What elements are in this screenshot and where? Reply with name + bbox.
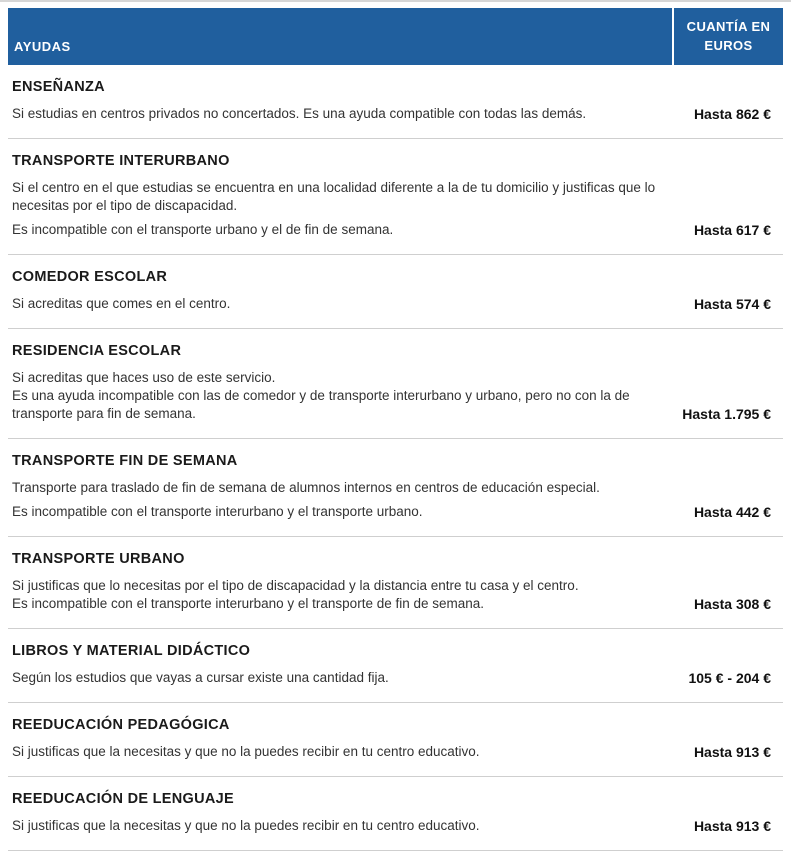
row-amount: Hasta 442 € [693, 504, 771, 520]
row-description [12, 817, 680, 835]
row-title: TRANSPORTE FIN DE SEMANA [12, 453, 238, 469]
table-body [8, 65, 783, 851]
row-amount: Hasta 1.795 € [682, 406, 771, 422]
row-paragraph: Si justificas que lo necesitas por el tipo de discapacidad y la distancia entre tu casa y el centro. [12, 578, 579, 593]
row-title: COMEDOR ESCOLAR [12, 269, 168, 285]
row-paragraph: Es incompatible con el transporte interurbano y el transporte urbano. [12, 504, 423, 519]
row-paragraph: Es una ayuda incompatible con las de comedor y de transporte interurbano y urbano, pero no con la de transporte para fin de semana. [12, 388, 630, 421]
row-paragraph: Si justificas que la necesitas y que no la puedes recibir en tu centro educativo. [12, 744, 480, 759]
row-description [12, 479, 680, 521]
row-title: TRANSPORTE INTERURBANO [12, 153, 230, 169]
row-paragraph: Si el centro en el que estudias se encuentra en una localidad diferente a la de tu domicilio y justificas que lo necesitas por el tipo de discapacidad. [12, 180, 656, 213]
table-row [8, 65, 783, 139]
column-header-ayudas: AYUDAS [14, 39, 71, 54]
row-description [12, 669, 674, 687]
row-paragraph: Transporte para traslado de fin de semana de alumnos internos en centros de educación especial. [12, 480, 600, 495]
row-paragraph: Si acreditas que haces uso de este servicio. [12, 370, 276, 385]
row-description [12, 179, 680, 239]
row-paragraph: Si estudias en centros privados no concertados. Es una ayuda compatible con todas las demás. [12, 106, 587, 121]
row-paragraph: Es incompatible con el transporte interurbano y el transporte de fin de semana. [12, 596, 485, 611]
row-amount: 105 € - 204 € [688, 670, 771, 686]
table-row [8, 329, 783, 439]
row-title: LIBROS Y MATERIAL DIDÁCTICO [12, 643, 251, 659]
row-amount: Hasta 913 € [693, 818, 771, 834]
row-amount: Hasta 913 € [693, 744, 771, 760]
row-description [12, 105, 680, 123]
row-title: RESIDENCIA ESCOLAR [12, 343, 182, 359]
top-divider [0, 0, 791, 2]
table-header [8, 8, 783, 65]
table-row [8, 439, 783, 537]
table-row [8, 703, 783, 777]
row-amount: Hasta 862 € [693, 106, 771, 122]
row-paragraph: Si justificas que la necesitas y que no la puedes recibir en tu centro educativo. [12, 818, 480, 833]
row-description [12, 295, 680, 313]
row-description [12, 577, 680, 613]
row-title: ENSEÑANZA [12, 79, 105, 95]
row-amount: Hasta 574 € [693, 296, 771, 312]
row-paragraph: Según los estudios que vayas a cursar existe una cantidad fija. [12, 670, 389, 685]
row-amount: Hasta 617 € [693, 222, 771, 238]
row-amount: Hasta 308 € [693, 596, 771, 612]
column-header-cuantia: CUANTÍA EN EUROS [672, 8, 783, 65]
table-row [8, 255, 783, 329]
row-paragraph: Es incompatible con el transporte urbano y el de fin de semana. [12, 222, 394, 237]
table-row [8, 777, 783, 851]
row-description [12, 743, 680, 761]
row-title: TRANSPORTE URBANO [12, 551, 185, 567]
row-title: REEDUCACIÓN PEDAGÓGICA [12, 717, 230, 733]
table-row [8, 629, 783, 703]
table-row [8, 139, 783, 255]
table-row [8, 537, 783, 629]
row-title: REEDUCACIÓN DE LENGUAJE [12, 791, 235, 807]
row-description [12, 369, 668, 423]
row-paragraph: Si acreditas que comes en el centro. [12, 296, 231, 311]
